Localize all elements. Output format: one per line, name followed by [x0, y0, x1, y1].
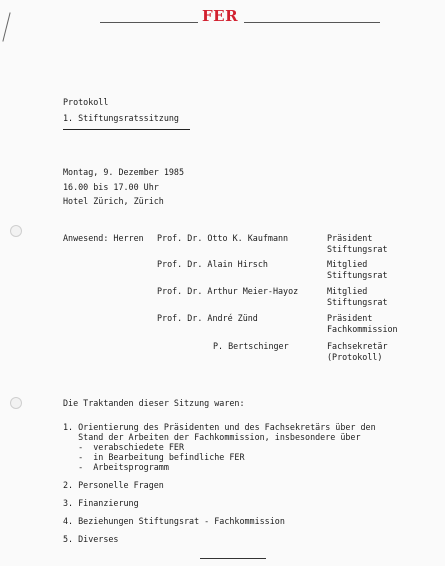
attendee-body: (Protokoll)	[327, 352, 383, 362]
attendee-name: Prof. Dr. Otto K. Kaufmann	[157, 233, 289, 243]
header-rule-right	[244, 22, 380, 23]
document-type: Protokoll	[63, 97, 109, 107]
agenda-item-1: 1. Orientierung des Präsidenten und des Fachsekretärs über den	[63, 422, 376, 432]
attendee-body: Stiftungsrat	[327, 270, 388, 280]
agenda-item-4: 4. Beziehungen Stiftungsrat - Fachkommission	[63, 516, 285, 526]
attendee-role: Präsident	[327, 313, 373, 323]
meeting-date: Montag, 9. Dezember 1985	[63, 167, 185, 177]
agenda-item-5: 5. Diverses	[63, 534, 119, 544]
attendee-role: Fachsekretär	[327, 341, 388, 351]
attendee-name: Prof. Dr. Alain Hirsch	[157, 259, 268, 269]
attendance-label: Anwesend: Herren	[63, 233, 144, 243]
attendee-body: Stiftungsrat	[327, 244, 388, 254]
punch-hole-bottom	[10, 397, 22, 409]
attendee-role: Präsident	[327, 233, 373, 243]
agenda-subitem: - verabschiedete FER	[63, 442, 185, 452]
punch-hole-top	[10, 225, 22, 237]
title-underline	[63, 129, 190, 130]
meeting-title: 1. Stiftungsratssitzung	[63, 113, 179, 123]
attendee-role: Mitglied	[327, 286, 368, 296]
meeting-place: Hotel Zürich, Zürich	[63, 196, 164, 206]
footer-rule	[200, 558, 266, 559]
agenda-item-3: 3. Finanzierung	[63, 498, 139, 508]
attendee-body: Fachkommission	[327, 324, 398, 334]
meeting-time: 16.00 bis 17.00 Uhr	[63, 182, 159, 192]
attendee-name: Prof. Dr. André Zünd	[157, 313, 258, 323]
attendee-name: P. Bertschinger	[213, 341, 289, 351]
corner-mark	[2, 12, 10, 41]
fer-logo: FER	[202, 7, 239, 25]
attendee-body: Stiftungsrat	[327, 297, 388, 307]
agenda-subitem: - in Bearbeitung befindliche FER	[63, 452, 245, 462]
agenda-subitem: - Arbeitsprogramm	[63, 462, 169, 472]
attendee-name: Prof. Dr. Arthur Meier-Hayoz	[157, 286, 299, 296]
agenda-item-1-cont: Stand der Arbeiten der Fachkommission, insbesondere über	[63, 432, 361, 442]
attendee-role: Mitglied	[327, 259, 368, 269]
agenda-intro: Die Traktanden dieser Sitzung waren:	[63, 398, 245, 408]
header-rule-left	[100, 22, 198, 23]
agenda-item-2: 2. Personelle Fragen	[63, 480, 164, 490]
